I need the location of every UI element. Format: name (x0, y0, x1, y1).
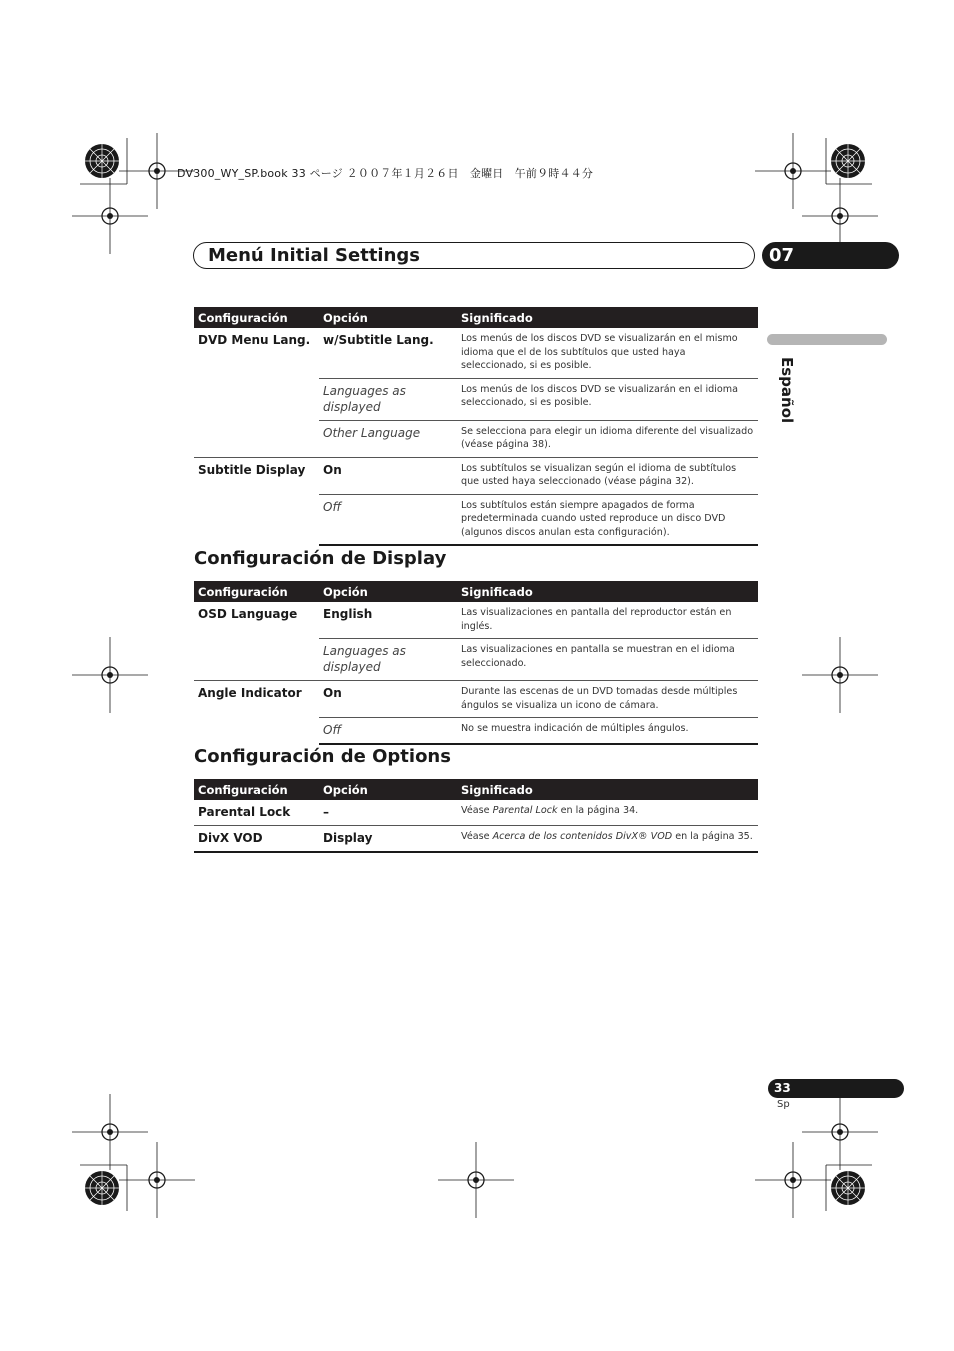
meaning-cell: No se muestra indicación de múltiples ángulos. (457, 718, 758, 745)
meaning-text: en la página 34. (557, 805, 639, 816)
chapter-number: 07 (762, 242, 899, 269)
section-heading-options: Configuración de Options (194, 746, 451, 767)
section-heading-display: Configuración de Display (194, 548, 447, 569)
meaning-text: Véase (461, 805, 493, 816)
table-header-row (194, 581, 758, 602)
config-cell: Subtitle Display (194, 457, 319, 545)
table-row (194, 681, 758, 718)
option-cell: English (323, 607, 373, 621)
meaning-text: Véase (461, 831, 493, 842)
page-language-suffix: Sp (777, 1099, 790, 1110)
table-row (194, 826, 758, 853)
option-cell: On (319, 457, 457, 494)
meaning-cell: Los menús de los discos DVD se visualizarán en el mismo idioma que el de los subtítulos que usted haya seleccionado, si es posible. (461, 333, 738, 371)
header-config: Configuración (194, 307, 319, 328)
option-cell: Other Language (319, 420, 457, 457)
settings-table-display (194, 581, 758, 745)
option-cell: On (319, 681, 457, 718)
meaning-cell: Las visualizaciones en pantalla del reproductor están en inglés. (461, 607, 732, 632)
cross-reference: Parental Lock (492, 805, 558, 816)
option-cell: Languages as displayed (319, 639, 457, 681)
header-option: Opción (319, 307, 457, 328)
table-row (194, 602, 758, 639)
config-cell: Angle Indicator (194, 681, 319, 745)
language-tab-bar (767, 334, 887, 345)
settings-table-language (194, 307, 758, 546)
meaning-text: en la página 35. (672, 831, 753, 842)
table-header-row (194, 779, 758, 800)
header-option: Opción (319, 779, 457, 800)
header-option: Opción (319, 581, 457, 602)
header-config: Configuración (194, 779, 319, 800)
meaning-cell: Los subtítulos están siempre apagados de forma predeterminada cuando usted reproduce un disco DVD (algunos discos anulan esta configuración). (457, 494, 758, 545)
option-cell: Languages as displayed (319, 378, 457, 420)
table-header-row (194, 307, 758, 328)
file-info: DV300_WY_SP.book 33 ページ ２００７年１月２６日 金曜日 午前９時４４分 (177, 167, 594, 180)
meaning-cell: Los menús de los discos DVD se visualizarán en el idioma seleccionado, si es posible. (457, 378, 758, 420)
page-number: 33 (768, 1079, 904, 1098)
config-cell: OSD Language (198, 607, 298, 621)
header-meaning: Significado (457, 779, 758, 800)
cross-reference: Acerca de los contenidos DivX® VOD (492, 831, 673, 842)
config-cell: DivX VOD (194, 826, 319, 853)
option-cell: Off (319, 494, 457, 545)
settings-table-options (194, 779, 758, 853)
header-meaning: Significado (457, 581, 758, 602)
config-cell: DVD Menu Lang. (198, 333, 311, 347)
meaning-cell (457, 826, 758, 853)
table-row (194, 457, 758, 494)
table-row (194, 328, 758, 378)
header-config: Configuración (194, 581, 319, 602)
option-cell: Display (319, 826, 457, 853)
meaning-cell: Las visualizaciones en pantalla se muestran en el idioma seleccionado. (457, 639, 758, 681)
meaning-cell: Se selecciona para elegir un idioma diferente del visualizado (véase página 38). (457, 420, 758, 457)
option-cell: – (323, 805, 329, 819)
option-cell: w/Subtitle Lang. (323, 333, 434, 347)
header-meaning: Significado (457, 307, 758, 328)
option-cell: Off (319, 718, 457, 745)
meaning-cell (457, 800, 758, 826)
meaning-cell: Los subtítulos se visualizan según el idioma de subtítulos que usted haya seleccionado (véase página 32). (457, 457, 758, 494)
table-row (194, 800, 758, 826)
config-cell: Parental Lock (198, 805, 291, 819)
meaning-cell: Durante las escenas de un DVD tomadas desde múltiples ángulos se visualiza un icono de cámara. (457, 681, 758, 718)
chapter-title: Menú Initial Settings (208, 245, 421, 266)
language-tab-label: Español (778, 357, 796, 424)
